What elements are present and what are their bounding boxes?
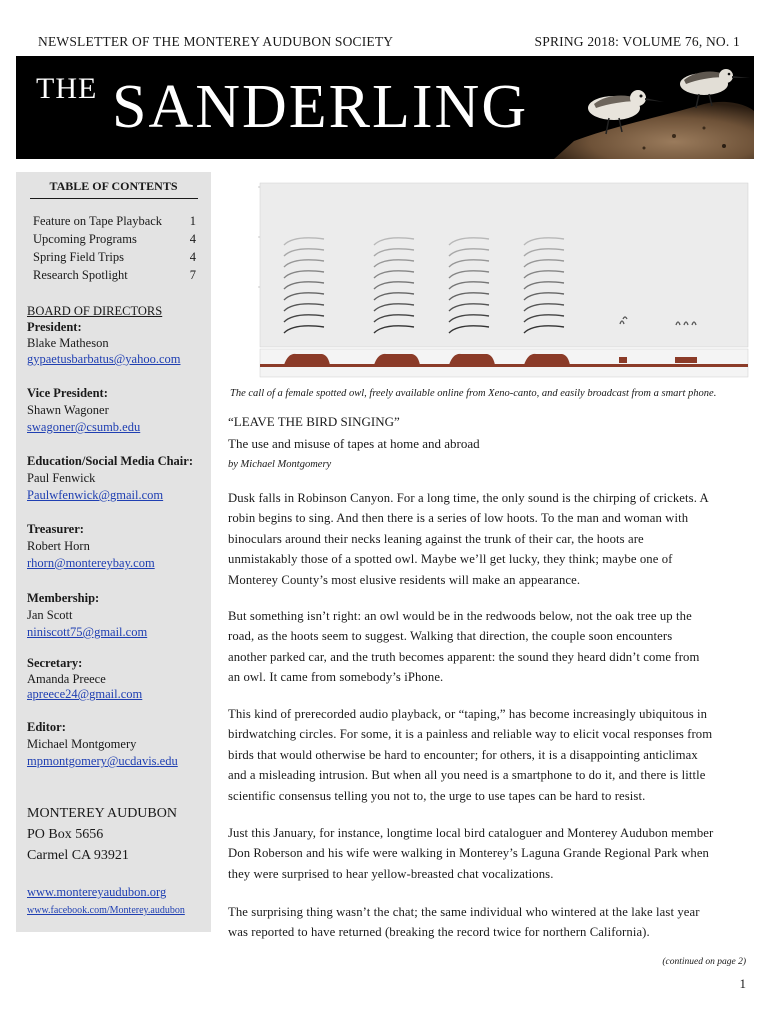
toc-item-page: 4 xyxy=(189,250,196,264)
article-line: scientific consensus telling you not to, the urge to use tapes can be hard to resist. xyxy=(228,788,646,803)
article-headline: “LEAVE THE BIRD SINGING” xyxy=(228,414,400,429)
treasurer-role: Treasurer: xyxy=(27,522,84,536)
article-line: road, as the hoots seem to suggest. Walking that direction, the couple soon encounters xyxy=(228,629,673,644)
toc-item[interactable] xyxy=(33,250,196,265)
article-line: Don Roberson and his wife were walking in Monterey’s Laguna Grande Regional Park when xyxy=(228,846,709,861)
po-box: PO Box 5656 xyxy=(27,827,104,842)
article-byline: by Michael Montgomery xyxy=(228,459,332,470)
article-line: The surprising thing wasn’t the chat; the same individual who wintered at the lake last year xyxy=(228,905,700,919)
article-line: an owl. It came from somebody’s iPhone. xyxy=(228,670,444,685)
vp-name: Shawn Wagoner xyxy=(27,403,109,417)
president-email-link[interactable]: gypaetusbarbatus@yahoo.com xyxy=(27,352,181,366)
article-line: Just this January, for instance, longtime local bird cataloguer and Monterey Audubon member xyxy=(228,826,714,840)
treasurer-name: Robert Horn xyxy=(27,539,90,553)
editor-email-link[interactable]: mpmontgomery@ucdavis.edu xyxy=(27,754,178,768)
article-line: was reported to have returned (breaking the record twice for northern California). xyxy=(228,925,650,940)
membership-email-link[interactable]: niniscott75@gmail.com xyxy=(27,625,148,639)
waveform-envelope xyxy=(449,354,495,365)
spectrogram-figure xyxy=(224,179,752,381)
secretary-name: Amanda Preece xyxy=(27,672,106,686)
article-line: birdwatching circles. For some, it is a painless and reliable way to elicit vocal responses from xyxy=(228,727,713,742)
org-name: MONTEREY AUDUBON xyxy=(27,806,177,821)
editor-name: Michael Montgomery xyxy=(27,737,137,751)
article-line: robin begins to sing. And then there is a series of low hoots. To the man and woman with xyxy=(228,511,689,526)
article-line: Monterey County’s most elusive residents will make an appearance. xyxy=(228,572,581,587)
waveform-envelope xyxy=(374,354,420,365)
toc-item[interactable] xyxy=(33,232,196,247)
article-line: another parked car, and the truth becomes apparent: the sound they heard didn’t come from xyxy=(228,649,700,664)
toc-item-label: Feature on Tape Playback xyxy=(33,214,163,228)
article-subhead: The use and misuse of tapes at home and abroad xyxy=(228,436,480,451)
issue-info: SPRING 2018: VOLUME 76, NO. 1 xyxy=(534,34,740,49)
article-line: Dusk falls in Robinson Canyon. For a long time, the only sound is the chirping of crickets. A xyxy=(228,491,709,505)
toc-item-label: Upcoming Programs xyxy=(33,232,137,246)
toc-item-page: 4 xyxy=(189,232,196,246)
vp-role: Vice President: xyxy=(27,386,108,400)
article-line: binoculars around their necks leaning against the trunk of their car, the hoots are xyxy=(228,531,644,546)
article-paragraph xyxy=(228,606,748,688)
website-link[interactable]: www.montereyaudubon.org xyxy=(27,885,167,899)
masthead-banner xyxy=(16,56,754,159)
toc-item[interactable] xyxy=(33,268,196,283)
article-line: birds that would otherwise be hard to encounter; for others, it is a disappointing anticlimax xyxy=(228,747,698,762)
article-paragraph xyxy=(228,902,748,943)
masthead-the: THE xyxy=(36,72,98,105)
toc-title: TABLE OF CONTENTS xyxy=(49,179,178,193)
toc-item-label: Spring Field Trips xyxy=(33,250,125,264)
article-paragraph xyxy=(228,823,748,884)
article-paragraph xyxy=(228,488,748,590)
edu-name: Paul Fenwick xyxy=(27,471,96,485)
treasurer-email-link[interactable]: rhorn@montereybay.com xyxy=(27,556,155,570)
article-line: unmistakably those of a spotted owl. Maybe we’ll get lucky, they think; maybe one of xyxy=(228,552,673,567)
article-line: and a misleading intrusion. But when all you need is a smartphone to do it, and there is little xyxy=(228,768,706,783)
membership-name: Jan Scott xyxy=(27,608,73,622)
masthead-title: SANDERLING xyxy=(112,73,529,141)
toc-item[interactable] xyxy=(33,214,196,229)
president-role: President: xyxy=(27,320,82,334)
page-number: 1 xyxy=(739,976,746,991)
article-paragraph xyxy=(228,704,748,806)
continued-note: (continued on page 2) xyxy=(662,957,746,967)
newsletter-name: NEWSLETTER OF THE MONTEREY AUDUBON SOCIETY xyxy=(38,34,394,49)
president-name: Blake Matheson xyxy=(27,336,109,350)
waveform-envelope xyxy=(284,354,330,365)
board-title: BOARD OF DIRECTORS xyxy=(27,304,163,318)
toc-item-page: 1 xyxy=(189,214,196,228)
membership-role: Membership: xyxy=(27,591,100,605)
article-line: they were surprised to hear yellow-breasted chat vocalizations. xyxy=(228,866,554,881)
secretary-email-link[interactable]: apreece24@gmail.com xyxy=(27,687,143,701)
figure-caption: The call of a female spotted owl, freely available online from Xeno-canto, and easily broadcast from a smart phone. xyxy=(230,388,717,399)
sidebar xyxy=(16,172,211,932)
vp-email-link[interactable]: swagoner@csumb.edu xyxy=(27,420,141,434)
city-address: Carmel CA 93921 xyxy=(27,848,129,863)
edu-email-link[interactable]: Paulwfenwick@gmail.com xyxy=(27,488,164,502)
article-line: This kind of prerecorded audio playback, or “taping,” has become increasingly ubiquitous in xyxy=(228,707,708,721)
toc-item-page: 7 xyxy=(189,268,196,282)
waveform-envelope xyxy=(524,354,570,365)
facebook-link[interactable]: www.facebook.com/Monterey.audubon xyxy=(27,905,185,916)
waveform-baseline xyxy=(260,364,748,367)
sanderling-birds-illustration xyxy=(554,56,754,159)
toc-divider xyxy=(30,198,198,199)
editor-role: Editor: xyxy=(27,720,66,734)
toc-item-label: Research Spotlight xyxy=(33,268,128,282)
article-line: But something isn’t right: an owl would be in the redwoods below, not the oak tree up the xyxy=(228,609,692,623)
secretary-role: Secretary: xyxy=(27,656,83,670)
edu-role: Education/Social Media Chair: xyxy=(27,454,193,468)
